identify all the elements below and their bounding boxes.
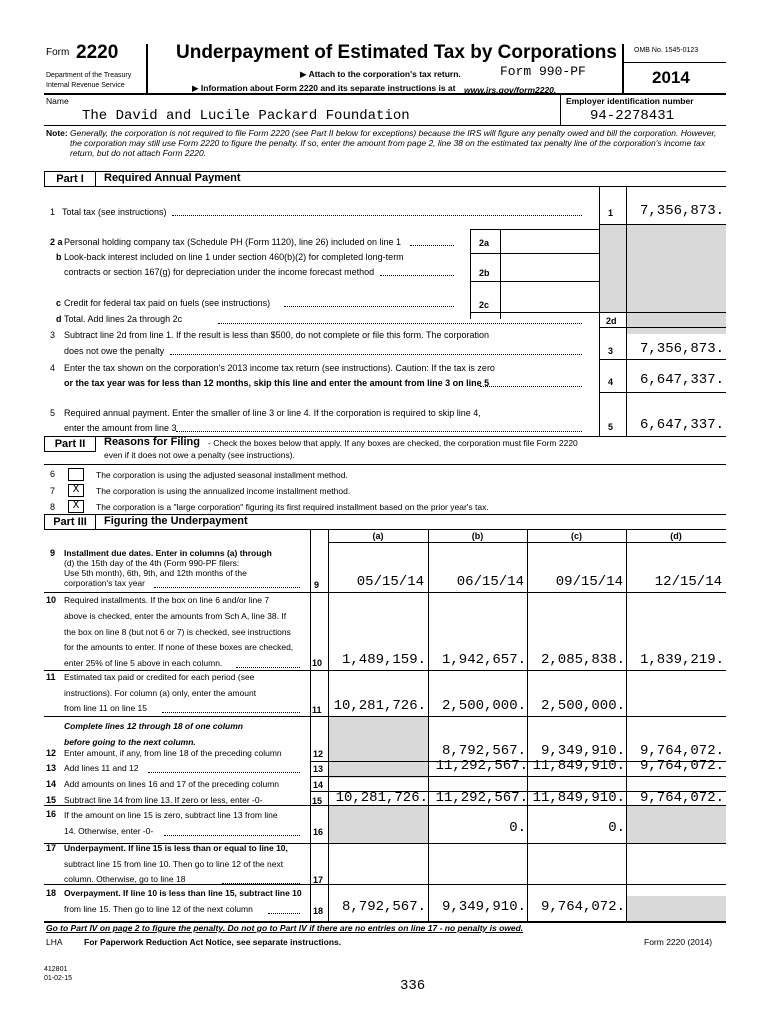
l2d-text: Total. Add lines 2a through 2c xyxy=(64,314,183,324)
l17-num: 17 xyxy=(46,843,57,853)
l7-text: The corporation is using the annualized income installment method. xyxy=(96,486,351,496)
name-label: Name xyxy=(46,96,69,106)
col-a-header: (a) xyxy=(372,531,384,541)
l13-num: 13 xyxy=(46,763,57,773)
l10-col-a: 1,489,159. xyxy=(341,652,426,668)
form-title: Underpayment of Estimated Tax by Corporations xyxy=(176,42,617,63)
part2-subtitle2: even if it does not owe a penalty (see instructions). xyxy=(104,450,295,460)
l2b-box: 2b xyxy=(479,268,490,278)
l17-t3: column. Otherwise, go to line 18 xyxy=(64,874,186,884)
info-text: ▶ Information about Form 2220 and its separate instructions is at xyxy=(192,83,456,93)
l6-checkbox[interactable] xyxy=(68,468,84,481)
l11-col-b: 2,500,000. xyxy=(441,698,526,714)
l4-num: 4 xyxy=(50,363,56,373)
l10-t2: above is checked, enter the amounts from Sch A, line 38. If xyxy=(64,611,287,621)
form-code2: 01-02-15 xyxy=(44,975,73,982)
part3-title: Figuring the Underpayment xyxy=(104,515,248,527)
l11-box: 11 xyxy=(312,705,322,715)
l11-col-c: 2,500,000. xyxy=(540,698,625,714)
part2-title: Reasons for Filing xyxy=(104,436,200,448)
l14-box: 14 xyxy=(313,780,324,790)
l17-t1: Underpayment. If line 15 is less than or equal to line 10, xyxy=(64,843,288,853)
l3-box: 3 xyxy=(608,346,614,356)
l7-checkbox[interactable]: X xyxy=(68,484,84,497)
l8-num: 8 xyxy=(50,502,56,512)
l12-num: 12 xyxy=(46,748,57,758)
l15-col-c: 11,849,910. xyxy=(532,790,625,806)
ein-value: 94-2278431 xyxy=(590,108,675,124)
l9-num: 9 xyxy=(50,548,56,558)
attach-text: ▶ Attach to the corporation's tax return. xyxy=(300,69,461,79)
part1-title: Required Annual Payment xyxy=(104,172,241,184)
l13-col-d: 9,764,072. xyxy=(639,758,724,774)
l15-col-a: 10,281,726. xyxy=(335,790,428,806)
l15-text: Subtract line 14 from line 13. If zero or less, enter -0- xyxy=(64,795,263,805)
l10-num: 10 xyxy=(46,595,57,605)
l11-t2: instructions). For column (a) only, enter the amount xyxy=(64,688,257,698)
l15-box: 15 xyxy=(312,796,323,806)
l4-text1: Enter the tax shown on the corporation's 2013 income tax return (see instructions). Caution: If the tax is zero xyxy=(64,363,495,373)
l2c-box: 2c xyxy=(479,300,490,310)
l12-col-c: 9,349,910. xyxy=(540,743,625,759)
l10-box: 10 xyxy=(312,658,323,668)
l16-col-c: 0. xyxy=(608,820,625,836)
l16-t2: 14. Otherwise, enter -0- xyxy=(64,826,154,836)
l18-col-a: 8,792,567. xyxy=(341,899,426,915)
l9-col-a: 05/15/14 xyxy=(356,574,424,590)
l13-text: Add lines 11 and 12 xyxy=(64,763,139,773)
l10-t5: enter 25% of line 5 above in each column. xyxy=(64,658,223,668)
l10-col-b: 1,942,657. xyxy=(441,652,526,668)
l2b-text1: Look-back interest included on line 1 under section 460(b)(2) for completed long-term xyxy=(64,252,404,262)
l3-value: 7,356,873. xyxy=(639,341,724,357)
l9-t3: Use 5th month), 6th, 9th, and 12th months of the xyxy=(64,568,247,578)
l2c-num: c xyxy=(56,298,62,308)
form-label: Form xyxy=(46,47,70,58)
l17-box: 17 xyxy=(313,875,324,885)
l8-text: The corporation is a "large corporation" figuring its first required installment based on the prior year's tax. xyxy=(96,502,489,512)
l12-col-b: 8,792,567. xyxy=(441,743,526,759)
l15-num: 15 xyxy=(46,795,57,805)
l18-t1: Overpayment. If line 10 is less than line 15, subtract line 10 xyxy=(64,888,302,898)
l2a-box: 2a xyxy=(479,238,490,248)
l16-t1: If the amount on line 15 is zero, subtract line 13 from line xyxy=(64,810,278,820)
l2b-text2: contracts or section 167(g) for depreciation under the income forecast method xyxy=(64,267,375,277)
l3-text2: does not owe the penalty xyxy=(64,346,165,356)
l9-box: 9 xyxy=(314,580,320,590)
l13-box: 13 xyxy=(313,764,324,774)
l6-text: The corporation is using the adjusted seasonal installment method. xyxy=(96,470,348,480)
l15-col-b: 11,292,567. xyxy=(435,790,528,806)
l8-checkbox[interactable]: X xyxy=(68,500,84,513)
l4-box: 4 xyxy=(608,377,614,387)
l16-box: 16 xyxy=(313,827,324,837)
l13-col-c: 11,849,910. xyxy=(532,758,625,774)
part3-label: Part III xyxy=(44,514,96,530)
form-code1: 412801 xyxy=(44,966,68,973)
l2d-num: d xyxy=(56,314,62,324)
l9-col-c: 09/15/14 xyxy=(555,574,623,590)
l11-t1: Estimated tax paid or credited for each period (see xyxy=(64,672,255,682)
l17-t2: subtract line 15 from line 10. Then go to line 12 of the next xyxy=(64,859,284,869)
l16-col-b: 0. xyxy=(509,820,526,836)
ein-label: Employer identification number xyxy=(566,96,694,106)
l2a-text: Personal holding company tax (Schedule PH (Form 1120), line 26) included on line 1 xyxy=(64,237,402,247)
l10-col-c: 2,085,838. xyxy=(540,652,625,668)
l5-num: 5 xyxy=(50,408,56,418)
dept-line2: Internal Revenue Service xyxy=(46,82,125,89)
l18-col-b: 9,349,910. xyxy=(441,899,526,915)
l10-t4: for the amounts to enter. If none of these boxes are checked, xyxy=(64,642,294,652)
l15-col-d: 9,764,072. xyxy=(639,790,724,806)
l5-text2: enter the amount from line 3 xyxy=(64,423,177,433)
irs-url[interactable]: www.irs.gov/form2220. xyxy=(464,85,557,95)
form-990-label: Form 990-PF xyxy=(500,64,586,79)
l18-box: 18 xyxy=(313,906,324,916)
l16-num: 16 xyxy=(46,809,57,819)
l18-col-c: 9,764,072. xyxy=(540,899,625,915)
tax-year: 2014 xyxy=(652,68,690,87)
part2-subtitle: - Check the boxes below that apply. If any boxes are checked, the corporation must file Form 2220 xyxy=(208,438,578,448)
note-label: Note: xyxy=(46,128,68,138)
l2a-num: 2 a xyxy=(50,237,63,247)
page-number: 336 xyxy=(400,978,426,994)
l11-col-a: 10,281,726. xyxy=(333,698,426,714)
l2c-text: Credit for federal tax paid on fuels (see instructions) xyxy=(64,298,271,308)
part2-label: Part II xyxy=(44,436,96,452)
l12-col-d: 9,764,072. xyxy=(639,743,724,759)
l1-box: 1 xyxy=(608,208,614,218)
l3-text1: Subtract line 2d from line 1. If the result is less than $500, do not complete or file this form. The corporation xyxy=(64,330,490,340)
form-number: 2220 xyxy=(76,42,119,63)
l10-col-d: 1,839,219. xyxy=(639,652,724,668)
l1-value: 7,356,873. xyxy=(639,203,724,219)
col-b-header: (b) xyxy=(471,531,484,541)
l11-num: 11 xyxy=(46,672,56,682)
l12-text: Enter amount, if any, from line 18 of the preceding column xyxy=(64,748,282,758)
l10-t3: the box on line 8 (but not 6 or 7) is checked, see instructions xyxy=(64,627,291,637)
l9-t2: (d) the 15th day of the 4th (Form 990-PF filers: xyxy=(64,558,240,568)
l4-value: 6,647,337. xyxy=(639,372,724,388)
part1-label: Part I xyxy=(44,171,96,187)
l6-num: 6 xyxy=(50,469,56,479)
l3-num: 3 xyxy=(50,330,56,340)
l14-num: 14 xyxy=(46,779,57,789)
l2b-num: b xyxy=(56,252,62,262)
l7-num: 7 xyxy=(50,486,56,496)
org-name: The David and Lucile Packard Foundation xyxy=(82,108,410,124)
paperwork-notice: For Paperwork Reduction Act Notice, see separate instructions. xyxy=(84,937,342,947)
lha-label: LHA xyxy=(46,937,63,947)
note-text: Generally, the corporation is not required to file Form 2220 (see Part II below for exceptions) because the IRS will figure any penalty owed and bill the corporation. However, the corporation may still use Form 2220 to figure the penalty. If so, enter the amount from page 2, line 38 on the estimated tax penalty line of the corporation's income tax return, but do not attach Form 2220. xyxy=(70,128,717,158)
l13-col-b: 11,292,567. xyxy=(435,758,528,774)
omb-number: OMB No. 1545-0123 xyxy=(634,47,699,54)
l9-t4: corporation's tax year xyxy=(64,578,145,588)
complete-t2: before going to the next column. xyxy=(64,737,196,747)
form-footer-label: Form 2220 (2014) xyxy=(644,937,713,947)
l1-text: Total tax (see instructions) xyxy=(62,207,167,217)
l18-num: 18 xyxy=(46,888,57,898)
l1-num: 1 xyxy=(50,207,56,217)
l14-text: Add amounts on lines 16 and 17 of the preceding column xyxy=(64,779,280,789)
l5-text1: Required annual payment. Enter the smaller of line 3 or line 4. If the corporation is required to skip line 4, xyxy=(64,408,481,418)
l12-box: 12 xyxy=(313,749,324,759)
l2d-box: 2d xyxy=(606,316,617,326)
l4-text2: or the tax year was for less than 12 months, skip this line and enter the amount from line 3 on line 5 xyxy=(64,378,490,388)
l9-t1: Installment due dates. Enter in columns (a) through xyxy=(64,548,272,558)
l5-value: 6,647,337. xyxy=(639,417,724,433)
col-c-header: (c) xyxy=(571,531,582,541)
complete-t1: Complete lines 12 through 18 of one column xyxy=(64,721,243,731)
l9-col-b: 06/15/14 xyxy=(456,574,524,590)
l11-t3: from line 11 on line 15 xyxy=(64,703,148,713)
l9-col-d: 12/15/14 xyxy=(654,574,722,590)
col-d-header: (d) xyxy=(670,531,682,541)
l5-box: 5 xyxy=(608,422,614,432)
l10-t1: Required installments. If the box on line 6 and/or line 7 xyxy=(64,595,270,605)
l18-t2: from line 15. Then go to line 12 of the next column xyxy=(64,904,253,914)
dept-line1: Department of the Treasury xyxy=(46,72,132,79)
goto-part4: Go to Part IV on page 2 to figure the penalty. Do not go to Part IV if there are no entries on line 17 - no penalty is owed. xyxy=(46,923,524,933)
